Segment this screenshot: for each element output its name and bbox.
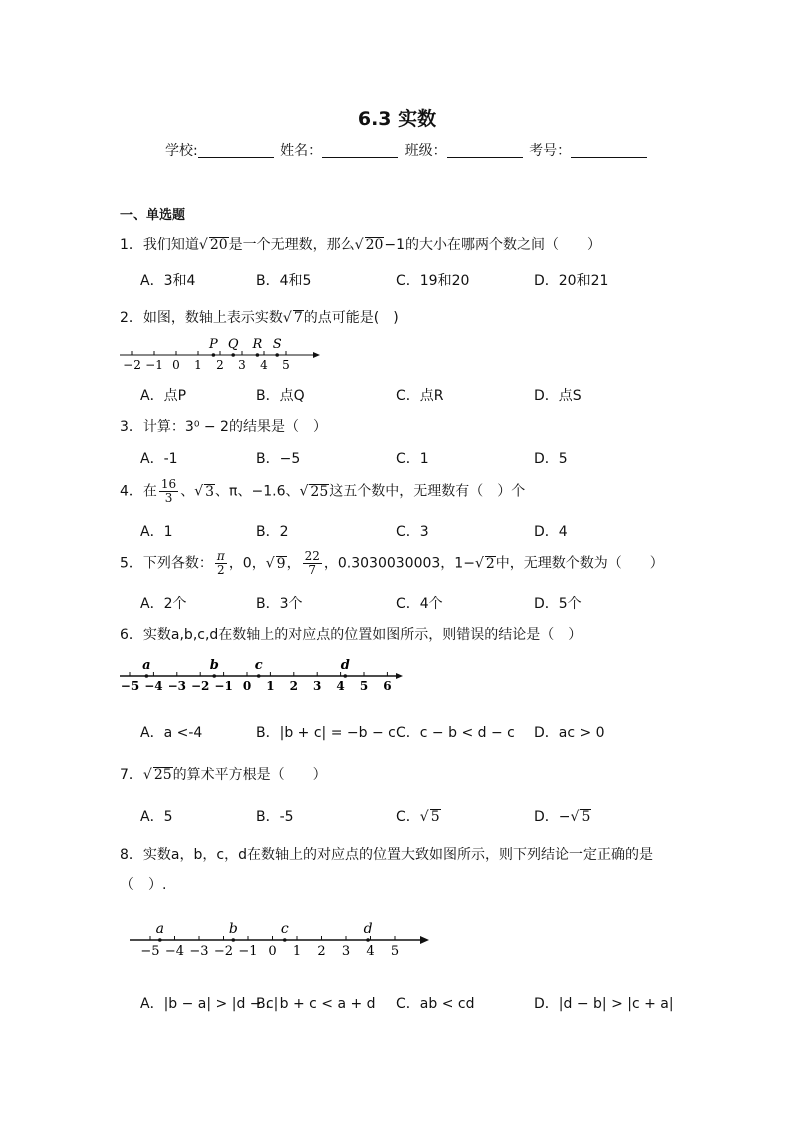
q5-option-d[interactable]: D．5个 bbox=[534, 596, 582, 612]
q2-tick-label: 1 bbox=[194, 358, 202, 372]
q5-option-c[interactable]: C．4个 bbox=[396, 596, 443, 612]
q2-point-Q bbox=[231, 353, 235, 357]
q8-tick-label: −1 bbox=[238, 944, 258, 959]
q8-point-label-c: c bbox=[280, 921, 289, 937]
sqrt-icon: √ bbox=[194, 483, 204, 500]
q2-point-label-S: S bbox=[272, 337, 282, 352]
q8-point-d bbox=[366, 938, 370, 942]
question-3: 3．计算：3⁰ − 2的结果是（ ） bbox=[120, 419, 327, 435]
question-8-line-2: （ ）. bbox=[120, 877, 167, 893]
section-heading: 一、单选题 bbox=[120, 208, 186, 223]
q4-option-d[interactable]: D．4 bbox=[534, 524, 568, 540]
name-label: 姓名： bbox=[280, 143, 323, 159]
q8-point-c bbox=[283, 938, 287, 942]
q7-radicand: 25 bbox=[153, 767, 172, 783]
q2-option-a[interactable]: A．点P bbox=[140, 388, 187, 404]
q8-option-c[interactable]: C．ab < cd bbox=[396, 996, 475, 1012]
id-blank bbox=[571, 143, 647, 158]
q1-option-a[interactable]: A．3和4 bbox=[140, 273, 196, 289]
q5-fraction-2 bbox=[303, 550, 322, 577]
q6-option-c[interactable]: C．c − b < d − c bbox=[396, 725, 515, 741]
q2-text-a: 2．如图，数轴上表示实数 bbox=[120, 310, 283, 326]
q3-option-b[interactable]: B．−5 bbox=[256, 451, 301, 467]
question-8-line-1: 8．实数a，b，c，d在数轴上的对应点的位置大致如图所示，则下列结论一定正确的是 bbox=[120, 847, 653, 863]
sqrt-icon: √ bbox=[354, 237, 364, 253]
q2-tick-label: 2 bbox=[216, 358, 224, 372]
q8-number-line bbox=[128, 918, 438, 960]
q2-point-R bbox=[256, 353, 260, 357]
q5-text-e: 中，无理数个数为（ ） bbox=[495, 555, 664, 572]
q6-tick-label: 4 bbox=[336, 679, 345, 693]
q6-tick-label: −1 bbox=[214, 679, 233, 693]
q6-point-label-d: d bbox=[340, 658, 350, 673]
q1-radicand: 20 bbox=[209, 237, 228, 253]
q2-tick-label: 5 bbox=[282, 358, 290, 372]
q6-tick-label: 0 bbox=[242, 679, 252, 693]
q3-option-a[interactable]: A．-1 bbox=[140, 451, 178, 467]
page-title: 6.3 实数 bbox=[357, 108, 437, 130]
q4-option-b[interactable]: B．2 bbox=[256, 524, 289, 540]
q5-radicand-2: 2 bbox=[485, 555, 495, 572]
q5-option-a[interactable]: A．2个 bbox=[140, 596, 187, 612]
q7-option-c-radicand: 5 bbox=[430, 809, 440, 825]
q6-option-d[interactable]: D．ac > 0 bbox=[534, 725, 605, 741]
q5-text-d: ，0.3030030003，1− bbox=[323, 555, 475, 572]
q8-tick-label: −3 bbox=[189, 944, 209, 959]
q6-tick-label: 2 bbox=[289, 679, 298, 693]
q4-radicand-2: 25 bbox=[310, 483, 329, 500]
q2-point-P bbox=[212, 353, 216, 357]
q6-point-a bbox=[145, 674, 149, 678]
q8-tick-label: 3 bbox=[341, 944, 351, 959]
sqrt-icon: √ bbox=[265, 555, 275, 572]
q8-tick-label: 1 bbox=[292, 944, 302, 959]
q6-tick-label: −4 bbox=[144, 679, 163, 693]
q5-text-c: ， bbox=[286, 555, 301, 572]
question-5 bbox=[120, 550, 664, 577]
q8-tick-label: −5 bbox=[140, 944, 160, 959]
q8-tick-label: 4 bbox=[366, 944, 375, 959]
q6-point-label-b: b bbox=[209, 658, 219, 673]
question-6: 6．实数a,b,c,d在数轴上的对应点的位置如图所示，则错误的结论是（ ） bbox=[120, 627, 583, 643]
sqrt-icon: √ bbox=[142, 767, 152, 783]
q6-option-b[interactable]: B．|b + c| = −b − c bbox=[256, 725, 396, 741]
q4-text-b: 、 bbox=[180, 483, 195, 500]
q4-text-a: 4．在 bbox=[120, 483, 157, 500]
q6-point-d bbox=[343, 674, 347, 678]
q8-point-a bbox=[158, 938, 162, 942]
q8-tick-label: 0 bbox=[268, 944, 277, 959]
q5-frac1-num: π bbox=[216, 549, 225, 563]
question-4 bbox=[120, 478, 525, 505]
id-label: 考号： bbox=[529, 143, 572, 159]
q2-tick-label: 3 bbox=[238, 358, 246, 372]
q4-frac-num: 16 bbox=[160, 477, 177, 491]
q8-tick-label: −4 bbox=[164, 944, 185, 959]
q2-tick-label: −1 bbox=[145, 358, 163, 372]
q6-tick-label: 6 bbox=[383, 679, 392, 693]
q2-point-label-P: P bbox=[209, 337, 218, 352]
sqrt-icon: √ bbox=[299, 483, 309, 500]
class-blank bbox=[447, 143, 523, 158]
q2-option-d[interactable]: D．点S bbox=[534, 388, 582, 404]
q6-tick-label: −5 bbox=[120, 679, 140, 693]
question-2 bbox=[120, 307, 399, 327]
q2-option-b[interactable]: B．点Q bbox=[256, 388, 305, 404]
q1-option-b[interactable]: B．4和5 bbox=[256, 273, 312, 289]
q4-option-c[interactable]: C．3 bbox=[396, 524, 429, 540]
q2-option-c[interactable]: C．点R bbox=[396, 388, 444, 404]
sqrt-icon: √ bbox=[419, 809, 429, 825]
q7-option-c[interactable] bbox=[396, 806, 441, 826]
sqrt-icon: √ bbox=[474, 555, 484, 572]
q1-option-c[interactable]: C．19和20 bbox=[396, 273, 470, 289]
q5-text-b: ，0， bbox=[228, 555, 266, 572]
q6-tick-label: −3 bbox=[167, 679, 187, 693]
q4-radicand-1: 3 bbox=[205, 483, 215, 500]
q8-option-b[interactable]: B．b + c < a + d bbox=[256, 996, 376, 1012]
q6-point-label-a: a bbox=[142, 658, 151, 673]
q8-tick-label: 5 bbox=[390, 944, 400, 959]
sqrt-icon: √ bbox=[570, 809, 580, 825]
q1-text-b: 是一个无理数，那么 bbox=[228, 237, 355, 253]
q2-tick-label: 0 bbox=[172, 358, 180, 372]
q5-text-a: 5．下列各数： bbox=[120, 555, 213, 572]
q6-tick-label: −2 bbox=[190, 679, 210, 693]
q6-point-label-c: c bbox=[254, 658, 263, 673]
q5-frac2-num: 22 bbox=[304, 549, 320, 563]
q1-option-d[interactable]: D．20和21 bbox=[534, 273, 609, 289]
q3-option-c[interactable]: C．1 bbox=[396, 451, 429, 467]
q6-option-a[interactable]: A．a <-4 bbox=[140, 725, 203, 741]
q8-point-b bbox=[232, 938, 236, 942]
q2-tick-label: 4 bbox=[260, 358, 268, 372]
q2-point-S bbox=[275, 353, 279, 357]
q3-option-d[interactable]: D．5 bbox=[534, 451, 568, 467]
q7-option-d[interactable] bbox=[534, 806, 591, 826]
sqrt-icon: √ bbox=[198, 237, 208, 253]
q2-point-label-Q: Q bbox=[227, 337, 239, 352]
q8-point-label-a: a bbox=[155, 921, 164, 937]
q8-option-a[interactable]: A．|b − a| > |d − c| bbox=[140, 996, 279, 1012]
q5-radicand-1: 9 bbox=[276, 555, 286, 572]
q6-tick-label: 5 bbox=[359, 679, 369, 693]
q6-tick-label: 3 bbox=[313, 679, 322, 693]
q8-point-label-b: b bbox=[228, 921, 238, 937]
q4-text-c: 、π、−1.6、 bbox=[215, 483, 300, 500]
q7-option-c-label: C． bbox=[396, 809, 420, 825]
q7-text: 的算术平方根是（ ） bbox=[172, 767, 327, 783]
q5-option-b[interactable]: B．3个 bbox=[256, 596, 303, 612]
q6-point-c bbox=[257, 674, 261, 678]
q6-tick-label: 1 bbox=[266, 679, 275, 693]
q5-frac1-den: 2 bbox=[217, 563, 225, 577]
q1-text-a: 1．我们知道 bbox=[120, 237, 199, 253]
q7-option-d-radicand: 5 bbox=[581, 809, 591, 825]
q2-point-label-R: R bbox=[252, 337, 263, 352]
question-7 bbox=[120, 764, 327, 784]
q1-text-c: −1的大小在哪两个数之间（ ） bbox=[384, 237, 602, 253]
q7-num: 7． bbox=[120, 767, 143, 783]
q7-option-b[interactable]: B．-5 bbox=[256, 809, 294, 825]
q8-tick-label: 2 bbox=[317, 944, 326, 959]
school-label: 学校: bbox=[165, 143, 198, 159]
sqrt-icon: √ bbox=[282, 310, 292, 326]
q7-option-d-label: D．− bbox=[534, 809, 571, 825]
q8-tick-label: −2 bbox=[213, 944, 234, 959]
q4-option-a[interactable]: A．1 bbox=[140, 524, 173, 540]
q2-radicand: 7 bbox=[293, 310, 303, 326]
q8-option-d[interactable]: D．|d − b| > |c + a| bbox=[534, 996, 674, 1012]
q2-number-line bbox=[118, 333, 323, 373]
question-1 bbox=[120, 234, 601, 254]
q2-tick-label: −2 bbox=[123, 358, 141, 372]
student-info-row bbox=[165, 140, 649, 160]
q5-fraction-1 bbox=[215, 550, 227, 577]
q7-option-a[interactable]: A．5 bbox=[140, 809, 173, 825]
school-blank bbox=[198, 143, 274, 158]
q8-point-label-d: d bbox=[363, 921, 373, 937]
name-blank bbox=[322, 143, 398, 158]
q2-text-b: 的点可能是( ) bbox=[303, 310, 399, 326]
q1-radicand-2: 20 bbox=[365, 237, 384, 253]
q6-number-line bbox=[118, 654, 408, 694]
q5-frac2-den: 7 bbox=[308, 563, 317, 577]
q4-frac-den: 3 bbox=[164, 491, 173, 505]
q4-fraction bbox=[159, 478, 178, 505]
q6-point-b bbox=[212, 674, 216, 678]
class-label: 班级： bbox=[404, 143, 447, 159]
q4-text-d: 这五个数中，无理数有（ ）个 bbox=[329, 483, 526, 500]
